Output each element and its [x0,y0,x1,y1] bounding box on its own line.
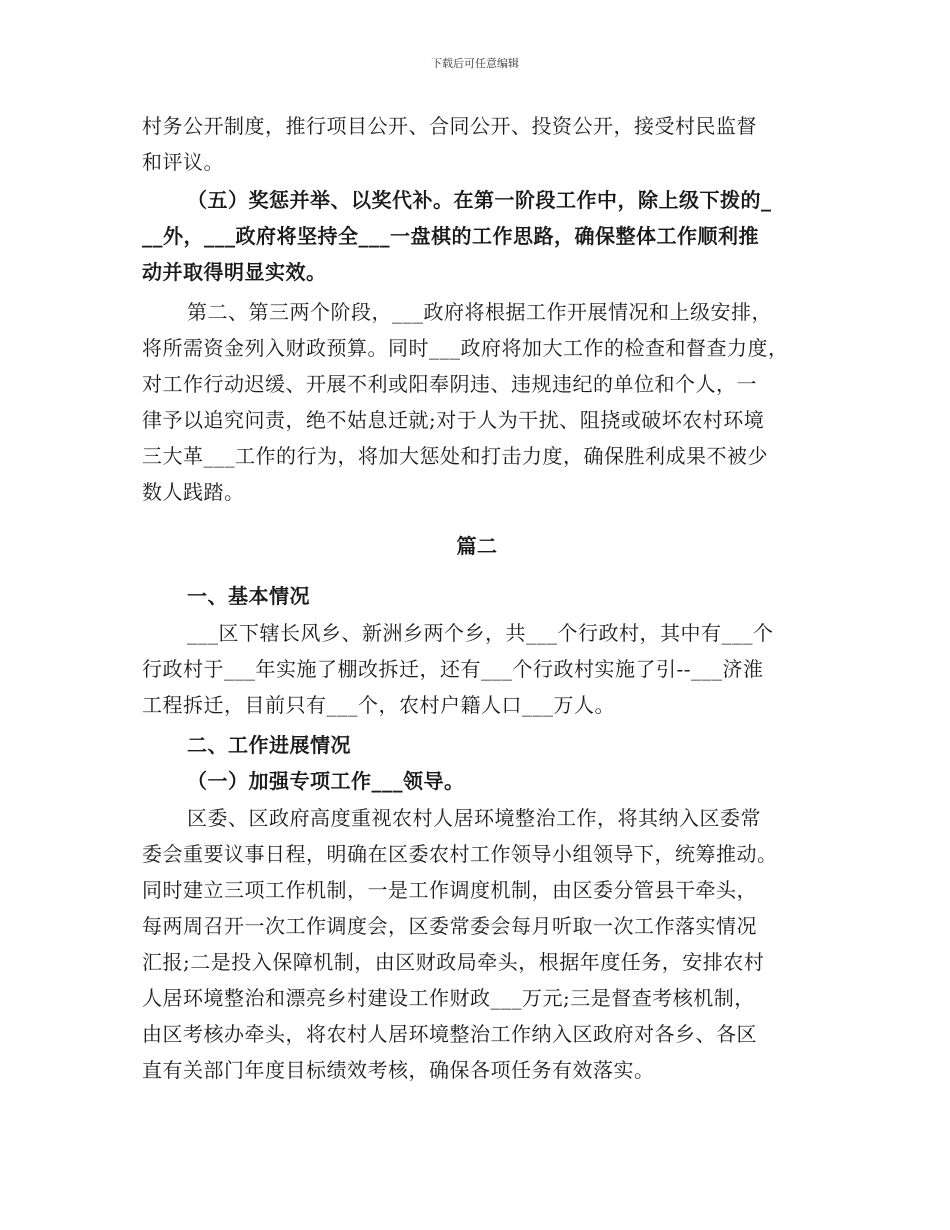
paragraph-line: 对工作行动迟缓、开展不利或阳奉阴违、违规违纪的单位和个人，一 [142,372,757,396]
paragraph-line: 第二、第三两个阶段，___政府将根据工作开展情况和上级安排， [187,300,772,324]
paragraph-line: 人居环境整治和漂亮乡村建设工作财政___万元;三是督查考核机制， [142,986,755,1010]
paragraph-line: 区委、区政府高度重视农村人居环境整治工作，将其纳入区委常 [187,806,761,830]
section-title: 篇二 [456,534,498,558]
paragraph-line: 村务公开制度，推行项目公开、合同公开、投资公开，接受村民监督 [142,114,757,138]
paragraph-line: 行政村于___年实施了棚改拆迁，还有___个行政村实施了引--___济淮 [142,657,764,681]
paragraph-line: 每两周召开一次工作调度会，区委常委会每月听取一次工作落实情况 [142,914,757,938]
paragraph-line: ___区下辖长风乡、新洲乡两个乡，共___个行政村，其中有___个 [187,621,774,645]
paragraph-line: 数人践踏。 [142,480,245,504]
section-heading: 一、基本情况 [187,584,310,608]
paragraph-line: 将所需资金列入财政预算。同时___政府将加大工作的检查和督查力度， [142,336,789,360]
paragraph-line: 和评议。 [142,150,224,174]
bold-paragraph-line: 动并取得明显实效。 [142,260,327,284]
bold-paragraph-line: （五）奖惩并举、以奖代补。在第一阶段工作中，除上级下拨的_ [187,188,772,212]
paragraph-line: 由区考核办牵头，将农村人居环境整治工作纳入区政府对各乡、各区 [142,1022,757,1046]
paragraph-line: 律予以追究问责，绝不姑息迁就;对于人为干扰、阻挠或破坏农村环境 [142,408,765,432]
section-heading: 二、工作进展情况 [187,733,351,757]
paragraph-line: 委会重要议事日程，明确在区委农村工作领导小组领导下，统筹推动。 [142,842,778,866]
paragraph-line: 三大革___工作的行为，将加大惩处和打击力度，确保胜利成果不被少 [142,444,768,468]
page-header: 下载后可任意编辑 [431,57,519,70]
paragraph-line: 同时建立三项工作机制，一是工作调度机制，由区委分管县干牵头， [142,878,757,902]
paragraph-line: 直有关部门年度目标绩效考核，确保各项任务有效落实。 [142,1058,655,1082]
subsection-heading: （一）加强专项工作___领导。 [187,769,465,793]
paragraph-line: 工程拆迁，目前只有___个，农村户籍人口___万人。 [142,693,615,717]
bold-paragraph-line: __外，___政府将坚持全___一盘棋的工作思路，确保整体工作顺利推 [142,224,759,248]
paragraph-line: 汇报;二是投入保障机制，由区财政局牵头，根据年度任务，安排农村 [142,950,765,974]
